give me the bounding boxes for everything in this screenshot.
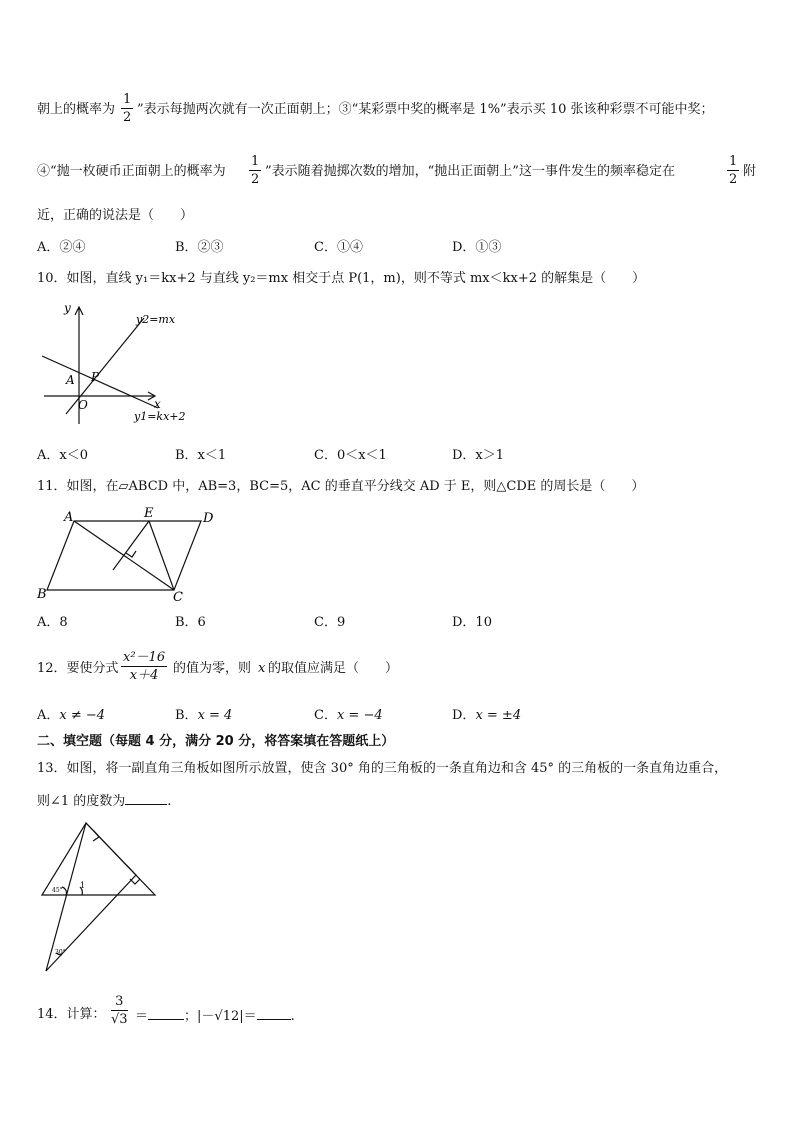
q9-fraction-half-1 bbox=[121, 93, 133, 124]
right-angle-mark-side bbox=[130, 879, 140, 884]
angle-arc-45 bbox=[62, 887, 66, 895]
abs-open: |－ bbox=[197, 1009, 215, 1024]
right-angle-mark-top bbox=[93, 831, 99, 841]
q9-option-c: C．①④ bbox=[314, 240, 363, 255]
abs-close: |＝ bbox=[239, 1009, 257, 1024]
q11-stem: 11．如图，在▱ABCD 中，AB=3，BC=5，AC 的垂直平分线交 AD 于 E，则△CDE 的周长是（ ） bbox=[37, 479, 645, 494]
frac-numerator: 1 bbox=[123, 92, 132, 107]
q9-option-b: B．②③ bbox=[175, 240, 224, 255]
q12-option-a bbox=[37, 709, 105, 722]
q10-option-d: D．x＞1 bbox=[452, 448, 505, 463]
q11-option-d: D．10 bbox=[452, 615, 492, 630]
q10-figure bbox=[36, 296, 196, 432]
frac-denominator: 2 bbox=[251, 172, 260, 187]
option-letter: C． bbox=[314, 708, 337, 723]
frac-numerator: 1 bbox=[729, 154, 738, 169]
q12-stem-var: x bbox=[258, 661, 266, 676]
q9-line2-end: 附 bbox=[743, 164, 757, 179]
option-letter: D． bbox=[452, 708, 476, 723]
label-P: P bbox=[91, 370, 100, 384]
q13-stem2-end: . bbox=[167, 794, 172, 809]
option-letter: B． bbox=[175, 708, 198, 723]
q10-option-b: B．x＜1 bbox=[175, 448, 227, 463]
q9-option-d: D．①③ bbox=[452, 240, 502, 255]
label-B: B bbox=[37, 587, 47, 602]
option-letter: A． bbox=[37, 708, 60, 723]
label-D: D bbox=[203, 511, 214, 526]
option-math: x ≠ −4 bbox=[59, 708, 106, 723]
q12-stem-end: 的取值应满足（ ） bbox=[268, 661, 399, 676]
frac-numerator: x²－16 bbox=[123, 650, 166, 665]
q10-stem: 10．如图，直线 y₁＝kx+2 与直线 y₂＝mx 相交于点 P(1，m)，则不等式 mx＜kx+2 的解集是（ ） bbox=[37, 271, 646, 286]
frac-denominator: √3 bbox=[111, 1012, 128, 1027]
segment-EC bbox=[149, 521, 174, 590]
triangle-45 bbox=[42, 823, 155, 895]
label-O: O bbox=[78, 398, 88, 412]
line-y1 bbox=[42, 356, 158, 408]
frac-denominator: 2 bbox=[123, 110, 132, 125]
label-A: A bbox=[64, 510, 74, 525]
end-period: . bbox=[290, 1009, 295, 1024]
option-math: x = −4 bbox=[336, 708, 383, 723]
q9-line2-start: ④“抛一枚硬币正面朝上的概率为 bbox=[37, 164, 226, 179]
q11-option-c: C．9 bbox=[314, 615, 346, 630]
q12-option-b bbox=[175, 709, 232, 722]
label-x: x bbox=[154, 397, 161, 411]
option-math: x = 4 bbox=[197, 708, 233, 723]
frac-numerator: 1 bbox=[251, 154, 260, 169]
label-E: E bbox=[144, 506, 154, 521]
q12-option-c bbox=[314, 709, 383, 722]
label-45: 45° bbox=[52, 887, 63, 894]
q9-line1-start: 朝上的概率为 bbox=[37, 102, 116, 117]
sqrt-12: √12 bbox=[214, 1009, 240, 1024]
q9-line1-rest: ”表示每抛两次就有一次正面朝上；③“某彩票中奖的概率是 1%”表示买 10 张该种彩票不可能中奖； bbox=[137, 102, 714, 117]
q12-stem-mid: 的值为零，则 bbox=[173, 661, 252, 676]
label-30: 30° bbox=[55, 949, 66, 956]
q14-prefix: 14．计算： bbox=[37, 1007, 106, 1022]
q13-stem: 13．如图，将一副直角三角板如图所示放置，使含 30° 角的三角板的一条直角边和含 45° 的三角板的一条直角边重合， bbox=[37, 761, 728, 776]
q9-option-a: A．②④ bbox=[37, 240, 86, 255]
label-1: 1 bbox=[80, 881, 86, 890]
q13-stem2-text: 则∠1 的度数为 bbox=[37, 794, 126, 809]
answer-blank bbox=[125, 793, 167, 805]
q9-fraction-half-3 bbox=[727, 155, 739, 186]
q11-figure bbox=[34, 504, 224, 608]
option-math: x = ±4 bbox=[475, 708, 522, 723]
q10-option-c: C．0＜x＜1 bbox=[314, 448, 387, 463]
section-heading-fill-in: 二、填空题（每题 4 分，满分 20 分，将答案填在答题纸上） bbox=[37, 734, 395, 749]
label-A: A bbox=[66, 373, 75, 387]
label-y: y bbox=[64, 301, 71, 315]
equals-sign: ＝ bbox=[135, 1009, 149, 1024]
right-angle-mark bbox=[126, 551, 136, 557]
q9-line3: 近，正确的说法是（ ） bbox=[37, 208, 194, 223]
q13-figure bbox=[36, 817, 166, 977]
separator: ； bbox=[184, 1009, 198, 1024]
frac-denominator: x＋4 bbox=[129, 668, 159, 683]
q12-option-d bbox=[452, 709, 521, 722]
answer-blank-1 bbox=[148, 1008, 184, 1020]
label-y2: y2=mx bbox=[136, 313, 176, 326]
q11-option-b: B．6 bbox=[175, 615, 206, 630]
q10-option-a: A．x＜0 bbox=[37, 448, 88, 463]
perpendicular-bisector bbox=[113, 521, 149, 570]
q14-rest bbox=[135, 1008, 295, 1023]
frac-denominator: 2 bbox=[729, 172, 738, 187]
label-C: C bbox=[173, 590, 183, 605]
q11-option-a: A．8 bbox=[37, 615, 68, 630]
q12-fraction bbox=[121, 651, 167, 682]
label-y1: y1=kx+2 bbox=[134, 410, 186, 423]
frac-numerator: 3 bbox=[111, 995, 128, 1011]
answer-blank-2 bbox=[257, 1008, 291, 1020]
q9-fraction-half-2 bbox=[249, 155, 261, 186]
q12-stem-start: 12．要使分式 bbox=[37, 661, 119, 676]
q9-line2-mid: ”表示随着抛掷次数的增加，“抛出正面朝上”这一事件发生的频率稳定在 bbox=[265, 164, 675, 179]
q13-stem-line2 bbox=[37, 793, 171, 808]
q14-fraction bbox=[111, 995, 128, 1026]
